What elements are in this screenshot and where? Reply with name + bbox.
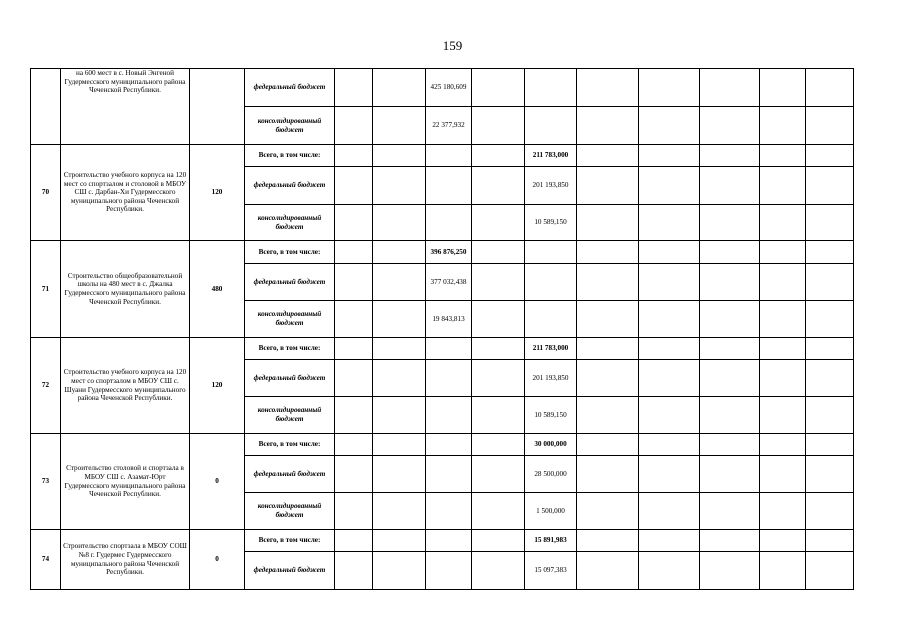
project-name-cell: Строительство спортзала в МБОУ СОШ №8 г. Гудермес Гудермесского муниципального района Чеченской Республики.	[61, 530, 190, 590]
value-cell: 10 589,150	[525, 397, 577, 434]
row-number-cell: 70	[31, 145, 61, 241]
source-label-cell: консолидированный бюджет	[245, 397, 335, 434]
source-label-cell: федеральный бюджет	[245, 456, 335, 493]
project-name-cell: Строительство учебного корпуса на 120 мест со спортзалом в МБОУ СШ с. Шуани Гудермесского муниципального района Чеченской Республики.	[61, 338, 190, 434]
source-label-cell: федеральный бюджет	[245, 552, 335, 590]
source-label-cell: консолидированный бюджет	[245, 107, 335, 145]
row-number-cell: 72	[31, 338, 61, 434]
capacity-cell: 120	[190, 338, 245, 434]
value-cell: 10 589,150	[525, 205, 577, 241]
table-row	[31, 69, 854, 107]
value-cell: 30 000,000	[525, 434, 577, 456]
row-number-cell: 74	[31, 530, 61, 590]
source-label-cell: федеральный бюджет	[245, 360, 335, 397]
source-label-cell: консолидированный бюджет	[245, 301, 335, 338]
source-label-cell: Всего, в том числе:	[245, 434, 335, 456]
source-label-cell: Всего, в том числе:	[245, 338, 335, 360]
source-label-cell: консолидированный бюджет	[245, 205, 335, 241]
project-name-cell: Строительство общеобразовательной школы на 480 мест в с. Джалка Гудермесского муниципального района Чеченской Республики.	[61, 241, 190, 338]
project-name-cell: Строительство учебного корпуса на 120 мест со спортзалом и столовой в МБОУ СШ с. Дарбан-Хи Гудермесского муниципального района Чеченской Республики.	[61, 145, 190, 241]
source-label-cell: Всего, в том числе:	[245, 241, 335, 264]
table-row	[31, 338, 854, 360]
table-row	[31, 241, 854, 264]
source-label-cell: федеральный бюджет	[245, 264, 335, 301]
source-label-cell: федеральный бюджет	[245, 69, 335, 107]
value-cell: 211 783,000	[525, 338, 577, 360]
value-cell: 1 500,000	[525, 493, 577, 530]
row-number-cell: 73	[31, 434, 61, 530]
value-cell: 201 193,850	[525, 167, 577, 205]
value-cell: 19 843,813	[426, 301, 472, 338]
value-cell: 396 876,250	[426, 241, 472, 264]
value-cell: 28 500,000	[525, 456, 577, 493]
capacity-cell: 0	[190, 434, 245, 530]
table-row	[31, 434, 854, 456]
budget-table	[30, 68, 854, 590]
table-row	[31, 530, 854, 552]
page-number: 159	[442, 38, 463, 53]
value-cell: 15 891,983	[525, 530, 577, 552]
value-cell: 22 377,932	[426, 107, 472, 145]
table-row	[31, 145, 854, 167]
capacity-cell: 120	[190, 145, 245, 241]
value-cell: 425 180,609	[426, 69, 472, 107]
row-number-cell: 71	[31, 241, 61, 338]
project-name-cell: на 600 мест в с. Новый Энгеной Гудермесского муниципального района Чеченской Республики.	[61, 69, 190, 145]
capacity-cell: 480	[190, 241, 245, 338]
source-label-cell: консолидированный бюджет	[245, 493, 335, 530]
source-label-cell: Всего, в том числе:	[245, 145, 335, 167]
capacity-cell: 0	[190, 530, 245, 590]
source-label-cell: федеральный бюджет	[245, 167, 335, 205]
value-cell: 377 032,438	[426, 264, 472, 301]
source-label-cell: Всего, в том числе:	[245, 530, 335, 552]
value-cell: 15 097,383	[525, 552, 577, 590]
project-name-cell: Строительство столовой и спортзала в МБОУ СШ с. Азамат-Юрт Гудермесского муниципального района Чеченской Республики.	[61, 434, 190, 530]
value-cell: 201 193,850	[525, 360, 577, 397]
value-cell: 211 783,000	[525, 145, 577, 167]
